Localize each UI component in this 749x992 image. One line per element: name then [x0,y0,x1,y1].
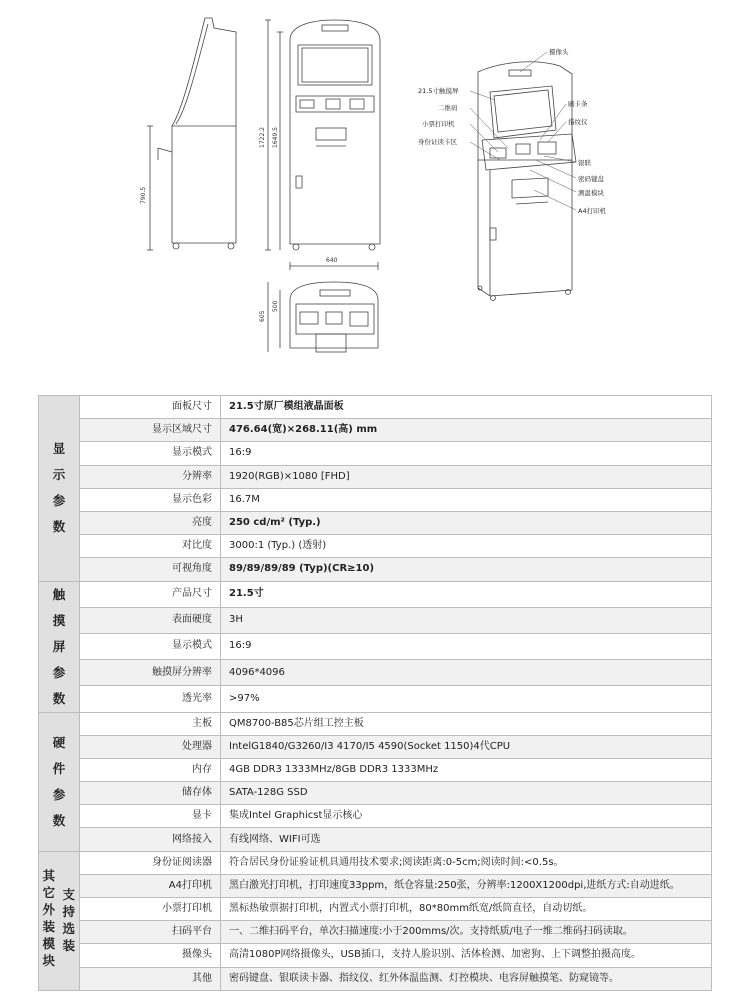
spec-value: 集成Intel Graphicst显示核心 [221,805,712,828]
spec-row [39,442,712,465]
spec-row [39,686,712,712]
spec-label: 显示模式 [80,633,221,659]
spec-group-title: 其它外装模块 [39,851,59,990]
spec-label: 亮度 [80,511,221,534]
spec-label: 表面硬度 [80,607,221,633]
spec-row [39,967,712,990]
spec-label: 对比度 [80,535,221,558]
callout-fingerprint: 指纹仪 [568,118,588,126]
spec-table [38,395,712,991]
spec-value: 16:9 [221,442,712,465]
spec-label: 产品尺寸 [80,581,221,607]
spec-value: SATA-128G SSD [221,782,712,805]
top-view-drawing [268,262,378,352]
spec-value: 3000:1 (Typ.) (透射) [221,535,712,558]
side-view-drawing [147,18,236,250]
spec-row [39,758,712,781]
spec-value: 1920(RGB)×1080 [FHD] [221,465,712,488]
front-view-drawing [265,20,380,250]
spec-row [39,921,712,944]
spec-group-title: 触摸屏参数 [39,581,80,712]
spec-label: 小票打印机 [80,898,221,921]
spec-value: 89/89/89/89 (Typ)(CR≥10) [221,558,712,581]
callout-pin-pad: 密码键盘 [578,175,604,183]
spec-value: 16:9 [221,633,712,659]
spec-value: IntelG1840/G3260/I3 4170/I5 4590(Socket 1150)4代CPU [221,735,712,758]
spec-value: 4096*4096 [221,660,712,686]
spec-row [39,782,712,805]
spec-row [39,805,712,828]
spec-label: 摄像头 [80,944,221,967]
spec-label: 身份证阅读器 [80,851,221,874]
spec-value: 250 cd/m² (Typ.) [221,511,712,534]
spec-row [39,828,712,851]
spec-label: 显卡 [80,805,221,828]
callout-unionpay: 银联 [578,159,591,167]
technical-drawings [0,0,749,390]
spec-row [39,511,712,534]
spec-row [39,712,712,735]
callout-receipt-printer: 小票打印机 [422,120,455,128]
spec-value: 密码键盘、银联读卡器、指纹仪、红外体温监测、灯控模块、电容屏触摸笔、防窥镜等。 [221,967,712,990]
spec-value: 高清1080P网络摄像头，USB插口，支持人脸识别、活体检测、加密狗、上下调整拍摄高度。 [221,944,712,967]
spec-row [39,581,712,607]
spec-label: 主板 [80,712,221,735]
spec-label: 透光率 [80,686,221,712]
callout-card-swipe: 刷卡条 [568,100,588,108]
kiosk-drawings-svg [0,0,749,390]
dim-front-inner-height: 1649.5 [272,127,279,148]
spec-group-title: 硬件参数 [39,712,80,851]
callout-camera: 摄像头 [549,48,569,56]
spec-label: 储存体 [80,782,221,805]
dim-top-depth-outer: 605 [259,310,266,322]
spec-row [39,396,712,419]
spec-value: 3H [221,607,712,633]
spec-group-title: 显示参数 [39,396,80,582]
spec-label: 显示色彩 [80,488,221,511]
spec-row [39,488,712,511]
dim-top-depth-inner: 500 [272,300,279,312]
spec-value: >97% [221,686,712,712]
spec-label: 其他 [80,967,221,990]
spec-value: QM8700-B85芯片组工控主板 [221,712,712,735]
spec-label: 扫码平台 [80,921,221,944]
spec-row [39,874,712,897]
spec-label: 显示模式 [80,442,221,465]
spec-row [39,944,712,967]
spec-value: 一、二维扫码平台，单次扫描速度:小于200mms/次。支持纸质/电子一维二维码扫码读取。 [221,921,712,944]
spec-label: 触摸屏分辨率 [80,660,221,686]
dim-side-height: 790.5 [140,186,147,204]
spec-row [39,535,712,558]
spec-value: 4GB DDR3 1333MHz/8GB DDR3 1333MHz [221,758,712,781]
isometric-view-drawing [478,62,576,301]
spec-row [39,898,712,921]
spec-row [39,851,712,874]
spec-label: 内存 [80,758,221,781]
spec-label: 网络接入 [80,828,221,851]
callout-a4-printer: A4打印机 [578,207,607,215]
spec-value: 21.5寸 [221,581,712,607]
spec-row [39,558,712,581]
spec-value: 黑白激光打印机，打印速度33ppm，纸仓容量:250张，分辨率:1200X1200dpi,进纸方式:自动进纸。 [221,874,712,897]
spec-label: 面板尺寸 [80,396,221,419]
spec-row [39,660,712,686]
spec-label: 处理器 [80,735,221,758]
spec-row [39,465,712,488]
spec-row [39,607,712,633]
spec-row [39,735,712,758]
spec-label: 可视角度 [80,558,221,581]
spec-row [39,633,712,659]
spec-label: 显示区域尺寸 [80,419,221,442]
spec-label: A4打印机 [80,874,221,897]
spec-group-subtitle: 支持选装 [59,851,80,990]
dim-top-width: 640 [326,257,338,264]
spec-value: 476.64(宽)×268.11(高) mm [221,419,712,442]
spec-value: 16.7M [221,488,712,511]
spec-value: 符合居民身份证验证机具通用技术要求;阅读距离:0-5cm;阅读时间:<0.5s。 [221,851,712,874]
callout-temperature: 测温模块 [578,189,604,197]
dim-front-total-height: 1722.2 [259,127,266,148]
spec-value: 21.5寸原厂模组液晶面板 [221,396,712,419]
spec-row [39,419,712,442]
callout-id-reader: 身份证读卡区 [418,138,457,146]
spec-value: 有线网络、WIFI可选 [221,828,712,851]
spec-value: 黑标热敏票据打印机，内置式小票打印机，80*80mm纸宽/纸筒直径，自动切纸。 [221,898,712,921]
spec-label: 分辨率 [80,465,221,488]
callout-qrcode: 二维码 [438,104,458,112]
callout-touchscreen: 21.5寸触摸屏 [418,87,459,95]
